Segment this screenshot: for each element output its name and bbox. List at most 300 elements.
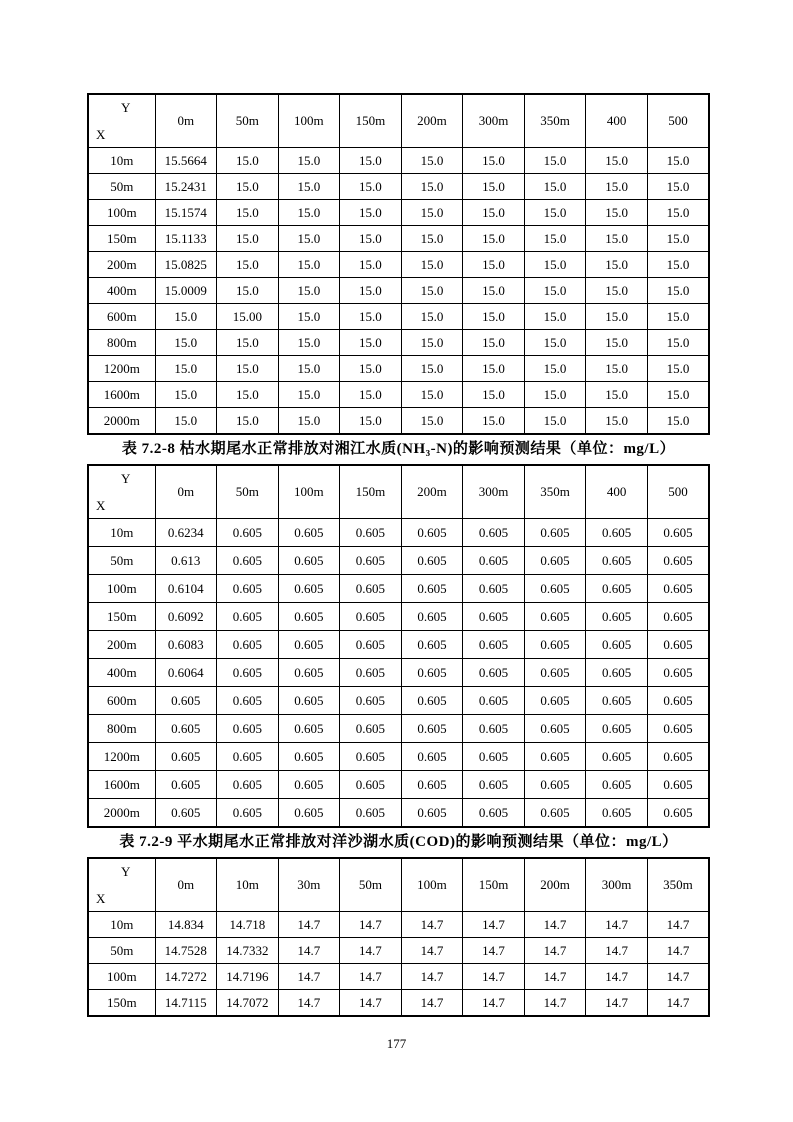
value-cell: 15.0	[524, 174, 586, 200]
value-cell: 0.605	[278, 743, 340, 771]
table-row	[88, 771, 709, 799]
value-cell: 15.0	[278, 278, 340, 304]
value-cell: 0.605	[217, 743, 279, 771]
column-header: 200m	[401, 94, 463, 148]
value-cell: 15.0	[340, 408, 402, 435]
corner-label-y: Y	[121, 100, 131, 115]
value-cell: 0.605	[340, 687, 402, 715]
value-cell: 15.0	[586, 200, 648, 226]
value-cell: 0.605	[401, 687, 463, 715]
value-cell: 0.605	[278, 715, 340, 743]
value-cell: 15.0	[217, 382, 279, 408]
value-cell: 14.7196	[217, 964, 279, 990]
value-cell: 15.0	[278, 174, 340, 200]
value-cell: 15.0	[340, 382, 402, 408]
value-cell: 0.605	[524, 631, 586, 659]
value-cell: 15.0	[401, 174, 463, 200]
column-header: 200m	[524, 858, 586, 912]
column-header: 50m	[217, 94, 279, 148]
column-header: 100m	[401, 858, 463, 912]
column-header: 0m	[155, 94, 217, 148]
value-cell: 15.0	[340, 226, 402, 252]
value-cell: 15.0	[217, 174, 279, 200]
value-cell: 0.605	[401, 631, 463, 659]
value-cell: 15.0	[463, 226, 525, 252]
value-cell: 15.0	[647, 278, 709, 304]
table-row	[88, 200, 709, 226]
corner-label-x: X	[96, 127, 106, 142]
value-cell: 0.605	[647, 603, 709, 631]
value-cell: 15.0	[463, 356, 525, 382]
value-cell: 0.605	[401, 547, 463, 575]
column-header: 100m	[278, 94, 340, 148]
header-row	[88, 465, 709, 519]
value-cell: 15.0	[463, 252, 525, 278]
row-label: 100m	[88, 964, 155, 990]
value-cell: 14.7	[340, 938, 402, 964]
value-cell: 0.605	[340, 631, 402, 659]
value-cell: 15.0	[278, 226, 340, 252]
table-row	[88, 356, 709, 382]
value-cell: 15.0	[586, 330, 648, 356]
value-cell: 14.7	[586, 964, 648, 990]
value-cell: 15.0	[463, 200, 525, 226]
value-cell: 15.0	[401, 304, 463, 330]
value-cell: 15.0	[155, 408, 217, 435]
value-cell: 15.0	[340, 174, 402, 200]
value-cell: 14.7	[340, 912, 402, 938]
water-quality-table-2-nh3n	[87, 464, 710, 828]
value-cell: 15.0	[155, 304, 217, 330]
value-cell: 15.0	[586, 356, 648, 382]
value-cell: 15.0009	[155, 278, 217, 304]
corner-cell-y-x	[88, 465, 155, 519]
value-cell: 0.605	[463, 603, 525, 631]
value-cell: 14.7	[278, 938, 340, 964]
value-cell: 15.2431	[155, 174, 217, 200]
value-cell: 14.7	[463, 964, 525, 990]
row-label: 2000m	[88, 408, 155, 435]
value-cell: 0.605	[586, 771, 648, 799]
row-label: 600m	[88, 304, 155, 330]
value-cell: 14.834	[155, 912, 217, 938]
table-row	[88, 687, 709, 715]
value-cell: 15.0825	[155, 252, 217, 278]
value-cell: 15.0	[401, 278, 463, 304]
value-cell: 15.0	[586, 148, 648, 174]
value-cell: 0.605	[340, 519, 402, 547]
value-cell: 14.7	[278, 964, 340, 990]
column-header: 400	[586, 465, 648, 519]
value-cell: 15.0	[278, 200, 340, 226]
value-cell: 15.0	[278, 330, 340, 356]
value-cell: 0.605	[586, 631, 648, 659]
row-label: 1600m	[88, 382, 155, 408]
value-cell: 15.0	[340, 252, 402, 278]
column-header: 500	[647, 465, 709, 519]
column-header: 150m	[340, 94, 402, 148]
value-cell: 15.0	[586, 382, 648, 408]
value-cell: 15.1574	[155, 200, 217, 226]
value-cell: 14.7	[463, 912, 525, 938]
value-cell: 15.0	[278, 304, 340, 330]
value-cell: 0.605	[524, 743, 586, 771]
value-cell: 0.605	[278, 687, 340, 715]
value-cell: 15.0	[524, 382, 586, 408]
value-cell: 0.605	[340, 799, 402, 828]
value-cell: 0.605	[463, 519, 525, 547]
value-cell: 0.605	[401, 743, 463, 771]
row-label: 800m	[88, 715, 155, 743]
value-cell: 15.0	[647, 252, 709, 278]
value-cell: 14.7528	[155, 938, 217, 964]
value-cell: 0.6234	[155, 519, 217, 547]
value-cell: 0.605	[647, 715, 709, 743]
value-cell: 14.7	[401, 938, 463, 964]
row-label: 1200m	[88, 356, 155, 382]
corner-label-x: X	[96, 891, 106, 906]
table-row	[88, 659, 709, 687]
value-cell: 15.0	[524, 356, 586, 382]
row-label: 200m	[88, 631, 155, 659]
value-cell: 15.0	[155, 356, 217, 382]
page-number: 177	[386, 1036, 407, 1051]
value-cell: 15.0	[401, 252, 463, 278]
value-cell: 15.0	[463, 304, 525, 330]
value-cell: 15.0	[217, 356, 279, 382]
value-cell: 0.605	[278, 771, 340, 799]
column-header: 50m	[340, 858, 402, 912]
row-label: 10m	[88, 912, 155, 938]
value-cell: 15.0	[340, 200, 402, 226]
row-label: 100m	[88, 200, 155, 226]
column-header: 400	[586, 94, 648, 148]
value-cell: 0.605	[340, 743, 402, 771]
value-cell: 15.0	[463, 408, 525, 435]
value-cell: 14.7	[401, 990, 463, 1017]
value-cell: 0.613	[155, 547, 217, 575]
table-row	[88, 330, 709, 356]
row-label: 50m	[88, 174, 155, 200]
row-label: 1200m	[88, 743, 155, 771]
value-cell: 0.605	[586, 659, 648, 687]
value-cell: 0.605	[217, 715, 279, 743]
value-cell: 15.0	[647, 330, 709, 356]
table-row	[88, 938, 709, 964]
value-cell: 0.605	[524, 547, 586, 575]
value-cell: 0.6064	[155, 659, 217, 687]
value-cell: 0.605	[401, 659, 463, 687]
value-cell: 15.0	[401, 200, 463, 226]
value-cell: 0.605	[586, 575, 648, 603]
value-cell: 14.7	[463, 990, 525, 1017]
value-cell: 0.605	[155, 743, 217, 771]
value-cell: 15.0	[647, 148, 709, 174]
value-cell: 0.605	[524, 575, 586, 603]
column-header: 0m	[155, 465, 217, 519]
column-header: 100m	[278, 465, 340, 519]
value-cell: 0.605	[155, 687, 217, 715]
value-cell: 0.605	[586, 743, 648, 771]
corner-cell-y-x	[88, 858, 155, 912]
header-row	[88, 94, 709, 148]
value-cell: 14.7	[463, 938, 525, 964]
row-label: 150m	[88, 226, 155, 252]
corner-label-x: X	[96, 498, 106, 513]
value-cell: 0.605	[463, 659, 525, 687]
value-cell: 0.605	[463, 799, 525, 828]
value-cell: 15.0	[647, 200, 709, 226]
value-cell: 15.0	[217, 148, 279, 174]
value-cell: 14.7	[586, 990, 648, 1017]
value-cell: 0.605	[647, 799, 709, 828]
value-cell: 15.5664	[155, 148, 217, 174]
value-cell: 14.7	[340, 990, 402, 1017]
corner-label-y: Y	[121, 471, 131, 486]
value-cell: 15.0	[524, 304, 586, 330]
value-cell: 15.0	[155, 330, 217, 356]
table-caption-7-2-8: 表 7.2-8 枯水期尾水正常排放对湘江水质(NH₃-N)的影响预测结果（单位：mg/L）	[121, 441, 676, 457]
value-cell: 0.605	[217, 519, 279, 547]
value-cell: 15.0	[647, 382, 709, 408]
value-cell: 15.0	[278, 252, 340, 278]
water-quality-table-1	[87, 93, 710, 435]
value-cell: 14.7	[524, 938, 586, 964]
value-cell: 0.605	[217, 771, 279, 799]
value-cell: 0.605	[278, 659, 340, 687]
column-header: 350m	[524, 465, 586, 519]
value-cell: 0.605	[278, 575, 340, 603]
column-header: 200m	[401, 465, 463, 519]
value-cell: 0.605	[463, 575, 525, 603]
value-cell: 15.0	[401, 330, 463, 356]
value-cell: 15.0	[217, 252, 279, 278]
value-cell: 0.605	[401, 799, 463, 828]
column-header: 350m	[647, 858, 709, 912]
table-row	[88, 278, 709, 304]
value-cell: 0.605	[647, 743, 709, 771]
value-cell: 0.605	[401, 575, 463, 603]
value-cell: 0.605	[586, 603, 648, 631]
value-cell: 0.605	[524, 799, 586, 828]
value-cell: 0.605	[278, 631, 340, 659]
value-cell: 14.7	[524, 964, 586, 990]
row-label: 10m	[88, 148, 155, 174]
value-cell: 15.0	[217, 226, 279, 252]
value-cell: 0.605	[524, 687, 586, 715]
value-cell: 0.605	[278, 547, 340, 575]
table-row	[88, 547, 709, 575]
value-cell: 15.0	[586, 252, 648, 278]
value-cell: 0.605	[340, 659, 402, 687]
value-cell: 0.605	[524, 603, 586, 631]
value-cell: 15.0	[217, 200, 279, 226]
row-label: 1600m	[88, 771, 155, 799]
corner-cell-y-x	[88, 94, 155, 148]
value-cell: 0.605	[340, 603, 402, 631]
value-cell: 15.00	[217, 304, 279, 330]
value-cell: 15.0	[401, 148, 463, 174]
value-cell: 14.7	[524, 990, 586, 1017]
row-label: 2000m	[88, 799, 155, 828]
value-cell: 15.0	[278, 382, 340, 408]
row-label: 150m	[88, 603, 155, 631]
value-cell: 0.605	[463, 771, 525, 799]
value-cell: 15.0	[340, 278, 402, 304]
value-cell: 15.0	[217, 330, 279, 356]
value-cell: 15.0	[463, 148, 525, 174]
value-cell: 14.7	[340, 964, 402, 990]
value-cell: 0.6092	[155, 603, 217, 631]
table-row	[88, 799, 709, 828]
value-cell: 15.0	[524, 252, 586, 278]
value-cell: 14.7	[647, 938, 709, 964]
value-cell: 0.605	[586, 547, 648, 575]
column-header: 300m	[463, 94, 525, 148]
value-cell: 15.0	[463, 278, 525, 304]
value-cell: 0.605	[463, 743, 525, 771]
value-cell: 14.7072	[217, 990, 279, 1017]
value-cell: 15.0	[340, 356, 402, 382]
value-cell: 15.0	[217, 408, 279, 435]
value-cell: 0.605	[340, 771, 402, 799]
value-cell: 15.0	[278, 408, 340, 435]
value-cell: 0.605	[586, 715, 648, 743]
column-header: 350m	[524, 94, 586, 148]
table-row	[88, 631, 709, 659]
row-label: 200m	[88, 252, 155, 278]
value-cell: 15.0	[586, 174, 648, 200]
value-cell: 0.605	[524, 715, 586, 743]
value-cell: 0.605	[586, 799, 648, 828]
value-cell: 0.6104	[155, 575, 217, 603]
row-label: 600m	[88, 687, 155, 715]
table-row	[88, 912, 709, 938]
value-cell: 0.605	[155, 771, 217, 799]
value-cell: 15.0	[586, 408, 648, 435]
table-row	[88, 603, 709, 631]
value-cell: 14.7115	[155, 990, 217, 1017]
table-row	[88, 575, 709, 603]
value-cell: 0.605	[217, 547, 279, 575]
value-cell: 15.0	[155, 382, 217, 408]
value-cell: 0.605	[401, 519, 463, 547]
value-cell: 15.0	[524, 278, 586, 304]
value-cell: 15.0	[278, 356, 340, 382]
value-cell: 15.0	[401, 356, 463, 382]
value-cell: 15.0	[524, 330, 586, 356]
value-cell: 0.605	[463, 687, 525, 715]
row-label: 400m	[88, 659, 155, 687]
value-cell: 0.6083	[155, 631, 217, 659]
value-cell: 15.0	[463, 330, 525, 356]
value-cell: 0.605	[217, 687, 279, 715]
value-cell: 0.605	[217, 659, 279, 687]
value-cell: 14.7	[278, 990, 340, 1017]
value-cell: 0.605	[217, 603, 279, 631]
value-cell: 14.7	[586, 938, 648, 964]
value-cell: 15.0	[524, 148, 586, 174]
value-cell: 14.7	[401, 964, 463, 990]
row-label: 50m	[88, 547, 155, 575]
row-label: 50m	[88, 938, 155, 964]
value-cell: 15.0	[401, 408, 463, 435]
table-row	[88, 964, 709, 990]
value-cell: 0.605	[155, 715, 217, 743]
value-cell: 0.605	[586, 687, 648, 715]
value-cell: 15.0	[340, 148, 402, 174]
value-cell: 15.0	[647, 226, 709, 252]
value-cell: 14.7	[647, 964, 709, 990]
table-row	[88, 519, 709, 547]
column-header: 150m	[463, 858, 525, 912]
value-cell: 14.7	[586, 912, 648, 938]
table-row	[88, 148, 709, 174]
value-cell: 0.605	[278, 519, 340, 547]
value-cell: 15.0	[586, 278, 648, 304]
value-cell: 14.7	[647, 990, 709, 1017]
water-quality-table-3-cod	[87, 857, 710, 1017]
value-cell: 0.605	[647, 575, 709, 603]
column-header: 300m	[586, 858, 648, 912]
value-cell: 0.605	[401, 715, 463, 743]
value-cell: 14.7	[278, 912, 340, 938]
column-header: 50m	[217, 465, 279, 519]
table-row	[88, 252, 709, 278]
table-row	[88, 408, 709, 435]
row-label: 800m	[88, 330, 155, 356]
header-row	[88, 858, 709, 912]
row-label: 10m	[88, 519, 155, 547]
value-cell: 15.1133	[155, 226, 217, 252]
table-row	[88, 174, 709, 200]
value-cell: 0.605	[524, 519, 586, 547]
column-header: 300m	[463, 465, 525, 519]
value-cell: 0.605	[524, 771, 586, 799]
value-cell: 0.605	[647, 659, 709, 687]
value-cell: 15.0	[463, 382, 525, 408]
value-cell: 0.605	[647, 547, 709, 575]
table-row	[88, 990, 709, 1017]
value-cell: 0.605	[340, 547, 402, 575]
value-cell: 15.0	[401, 226, 463, 252]
value-cell: 15.0	[463, 174, 525, 200]
value-cell: 0.605	[463, 631, 525, 659]
value-cell: 0.605	[524, 659, 586, 687]
value-cell: 0.605	[340, 575, 402, 603]
value-cell: 0.605	[340, 715, 402, 743]
row-label: 150m	[88, 990, 155, 1017]
value-cell: 15.0	[340, 304, 402, 330]
column-header: 150m	[340, 465, 402, 519]
table-row	[88, 226, 709, 252]
value-cell: 14.7	[524, 912, 586, 938]
value-cell: 14.7332	[217, 938, 279, 964]
value-cell: 15.0	[647, 304, 709, 330]
table-row	[88, 715, 709, 743]
column-header: 500	[647, 94, 709, 148]
value-cell: 0.605	[401, 603, 463, 631]
value-cell: 0.605	[278, 603, 340, 631]
value-cell: 0.605	[217, 631, 279, 659]
value-cell: 15.0	[647, 408, 709, 435]
value-cell: 15.0	[586, 304, 648, 330]
value-cell: 14.7272	[155, 964, 217, 990]
value-cell: 15.0	[647, 356, 709, 382]
value-cell: 0.605	[586, 519, 648, 547]
value-cell: 0.605	[463, 715, 525, 743]
value-cell: 0.605	[217, 799, 279, 828]
